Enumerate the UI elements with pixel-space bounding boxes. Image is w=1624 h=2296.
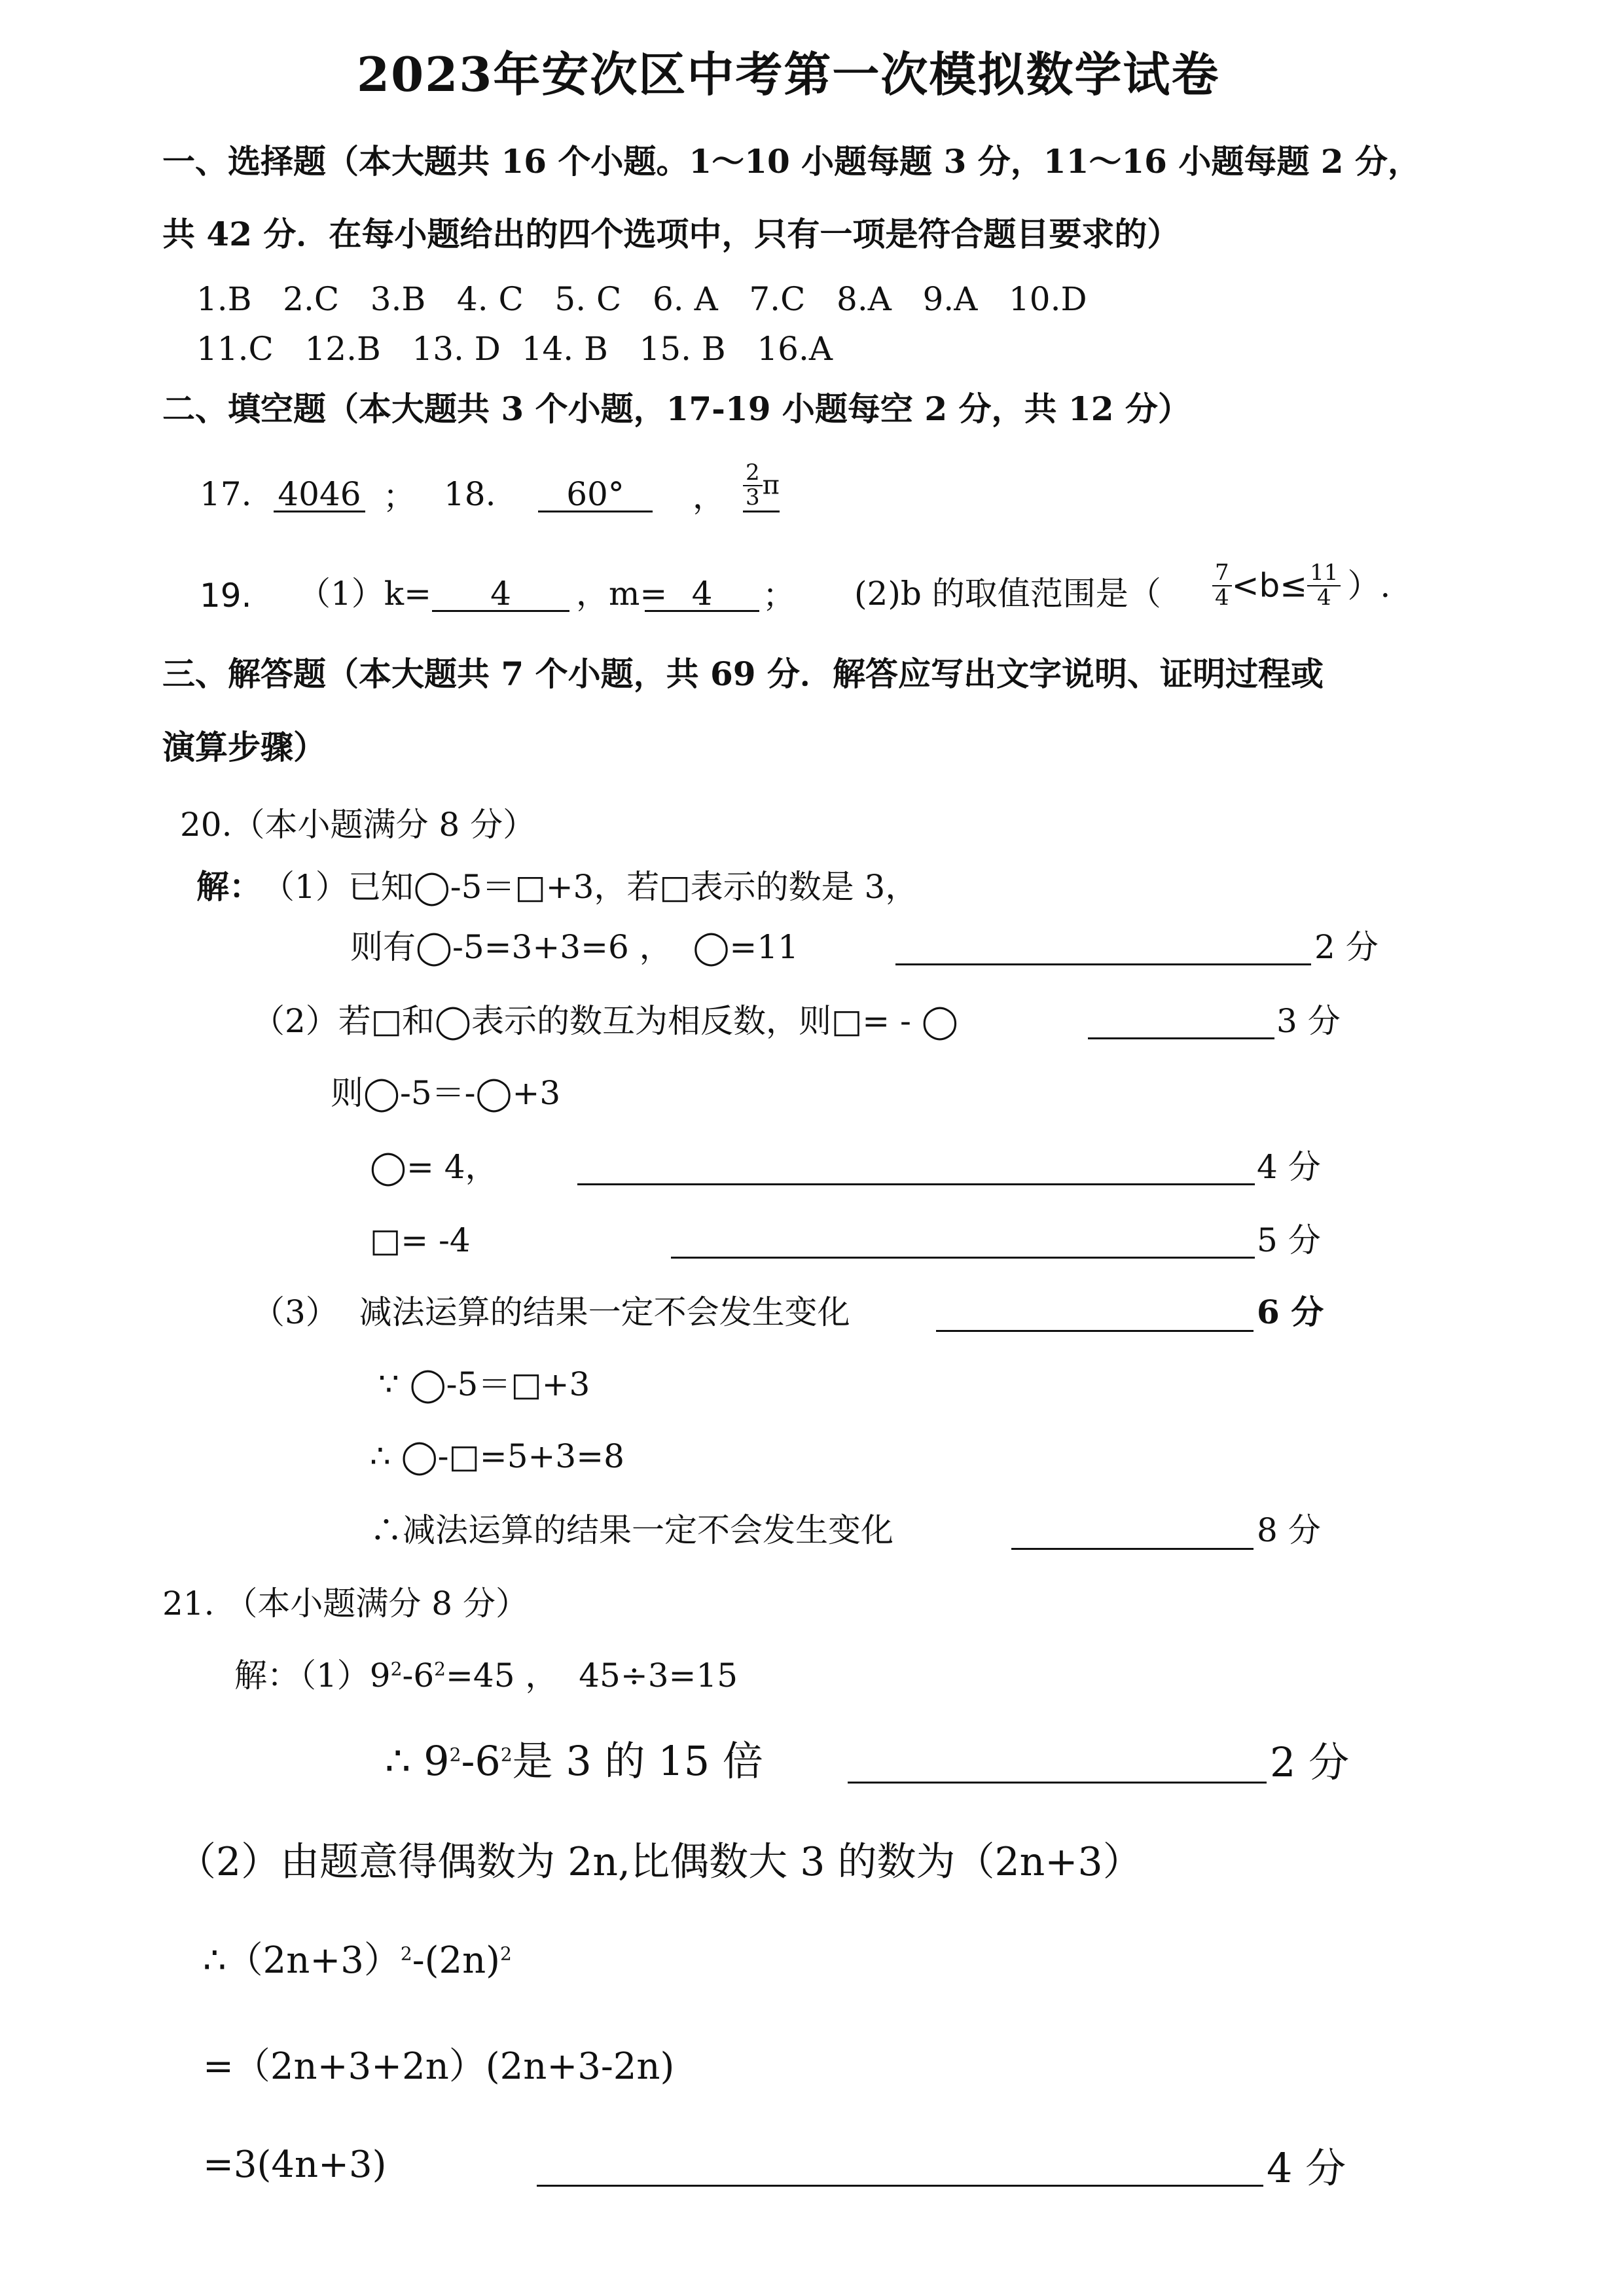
page-title: 2023年安次区中考第一次模拟数学试卷 bbox=[357, 46, 1220, 102]
q20-p1-score-line bbox=[895, 963, 1311, 965]
q18-frac-den: 3 bbox=[746, 484, 760, 511]
section3-heading-line2: 演算步骤） bbox=[162, 728, 326, 766]
q19-high-num: 11 bbox=[1307, 562, 1341, 586]
q21-p2-line4: =3(4n+3) bbox=[203, 2144, 387, 2186]
q20-p1-score: 2 分 bbox=[1314, 928, 1379, 966]
q21-p1-exp2: 2 bbox=[434, 1658, 446, 1680]
q18-answer: 60° bbox=[538, 478, 653, 512]
q19-m-label: ，m= bbox=[576, 575, 668, 613]
q20-p3-score2-line bbox=[1011, 1548, 1254, 1550]
q20-p3-score2: 8 分 bbox=[1257, 1511, 1321, 1549]
q19-low-fraction bbox=[1212, 562, 1232, 609]
q18-comma: ， bbox=[693, 478, 725, 516]
q21-p2-line2-exp1: 2 bbox=[400, 1943, 412, 1965]
q19-high-fraction bbox=[1307, 562, 1341, 609]
q19-high-den: 4 bbox=[1316, 584, 1331, 611]
q19-part2-label: (2)b 的取值范围是（ bbox=[854, 575, 1161, 613]
q21-p1-conclusion bbox=[385, 1737, 763, 1785]
section1-heading-line1: 一、选择题（本大题共 16 个小题。1～10 小题每题 3 分，11～16 小题每题 2 分， bbox=[162, 142, 1420, 181]
q21-p2-line2-exp2: 2 bbox=[500, 1943, 512, 1965]
q20-p2-score2: 4 分 bbox=[1257, 1148, 1321, 1186]
choice-answers-row2: 11.C 12.B 13. D 14. B 15. B 16.A bbox=[196, 330, 833, 368]
q20-p3-line3: ∴ ◯-□=5+3=8 bbox=[370, 1437, 624, 1475]
q19-semicolon: ； bbox=[763, 577, 795, 615]
q21-p1-start: 解：（1）9 bbox=[234, 1657, 391, 1695]
q19-k-wrap bbox=[432, 577, 569, 612]
q20-p2-score3-line bbox=[671, 1257, 1255, 1259]
q21-p1-rest: =45 ， 45÷3=15 bbox=[446, 1657, 738, 1695]
q20-p3-line4: ∴减法运算的结果一定不会发生变化 bbox=[370, 1511, 893, 1549]
q20-p3-line2: ∵ ◯-5＝□+3 bbox=[378, 1365, 590, 1403]
q21-p2-line3: =（2n+3+2n）(2n+3-2n) bbox=[203, 2045, 675, 2088]
q21-p2-score: 4 分 bbox=[1267, 2144, 1346, 2192]
q21-p1-concl-exp1: 2 bbox=[449, 1744, 461, 1766]
q19-m-wrap bbox=[645, 577, 759, 612]
q19-low-den: 4 bbox=[1215, 584, 1229, 611]
q20-p2-line4: □= -4 bbox=[370, 1221, 471, 1259]
q19-label: 19. bbox=[200, 577, 252, 615]
q19-range bbox=[1212, 562, 1390, 609]
q18-frac-num: 2 bbox=[743, 461, 763, 486]
q17-answer-wrap bbox=[274, 475, 365, 513]
q20-p2-line2: 则◯-5＝-◯+3 bbox=[331, 1074, 561, 1112]
q21-p1-concl-b: -6 bbox=[461, 1737, 501, 1785]
q20-p1-line1: （1）已知◯-5＝□+3，若□表示的数是 3， bbox=[262, 868, 918, 906]
section1-heading-line2: 共 42 分．在每小题给出的四个选项中，只有一项是符合题目要求的） bbox=[162, 215, 1180, 253]
q20-p2-line1: （2）若□和◯表示的数互为相反数，则□= - ◯ bbox=[252, 1002, 958, 1040]
section3-heading-line1: 三、解答题（本大题共 7 个小题，共 69 分．解答应写出文字说明、证明过程或 bbox=[162, 655, 1324, 693]
q19-k-value: 4 bbox=[432, 577, 569, 612]
q21-p1-concl-c: 是 3 的 15 倍 bbox=[512, 1737, 763, 1785]
q20-p3-score1: 6 分 bbox=[1257, 1293, 1324, 1331]
q18-fraction bbox=[743, 461, 763, 509]
q21-p2-score-line bbox=[537, 2185, 1263, 2187]
q21-p2-line2-a: ∴（2n+3） bbox=[203, 1939, 401, 1982]
q20-p3-line1: （3） 减法运算的结果一定不会发生变化 bbox=[252, 1293, 850, 1331]
q21-p1-concl-a: ∴ 9 bbox=[385, 1737, 450, 1785]
q20-header: 20.（本小题满分 8 分） bbox=[180, 806, 536, 844]
q21-p1-score-line bbox=[848, 1782, 1267, 1784]
q21-p2-line1: （2）由题意得偶数为 2n,比偶数大 3 的数为（2n+3） bbox=[177, 1839, 1142, 1885]
q20-p1-line2: 则有◯-5=3+3=6 ， ◯=11 bbox=[350, 928, 799, 966]
q17-label: 17. bbox=[200, 475, 252, 513]
q19-k-label: （1）k= bbox=[298, 575, 432, 613]
q20-p2-score3: 5 分 bbox=[1257, 1221, 1321, 1259]
q17-answer: 4046 bbox=[274, 478, 365, 512]
q19-end: ）. bbox=[1347, 566, 1391, 605]
q19-low-num: 7 bbox=[1212, 562, 1232, 586]
q21-p2-line2 bbox=[203, 1939, 512, 1982]
q20-p2-line3: ◯= 4， bbox=[370, 1148, 498, 1186]
choice-answers-row1: 1.B 2.C 3.B 4. C 5. C 6. A 7.C 8.A 9.A 10.D bbox=[196, 280, 1087, 318]
q19-middle: <b≤ bbox=[1231, 566, 1308, 605]
q21-p1-concl-exp2: 2 bbox=[500, 1744, 513, 1766]
q20-p3-score1-line bbox=[936, 1330, 1254, 1332]
q18-pi: π bbox=[762, 470, 780, 501]
q18-label: 18. bbox=[444, 475, 496, 513]
q21-p1-score: 2 分 bbox=[1270, 1738, 1350, 1786]
q21-header: 21. （本小题满分 8 分） bbox=[162, 1585, 529, 1623]
q17-separator: ； bbox=[383, 478, 416, 516]
q18-second-answer bbox=[743, 461, 780, 512]
q20-solution-label: 解： bbox=[196, 867, 262, 906]
section2-heading: 二、填空题（本大题共 3 个小题，17-19 小题每空 2 分，共 12 分） bbox=[162, 389, 1191, 428]
q21-p1-line1 bbox=[234, 1657, 738, 1695]
q20-p2-score1: 3 分 bbox=[1276, 1002, 1341, 1040]
q18-answer-wrap bbox=[538, 475, 653, 513]
q19-m-value: 4 bbox=[645, 577, 759, 612]
q21-p1-minus: -6 bbox=[402, 1657, 435, 1695]
q20-p2-score2-line bbox=[577, 1183, 1255, 1185]
q21-p2-line2-b: -(2n) bbox=[412, 1939, 501, 1982]
q20-p2-score1-line bbox=[1088, 1037, 1274, 1039]
q21-p1-exp1: 2 bbox=[390, 1658, 403, 1680]
